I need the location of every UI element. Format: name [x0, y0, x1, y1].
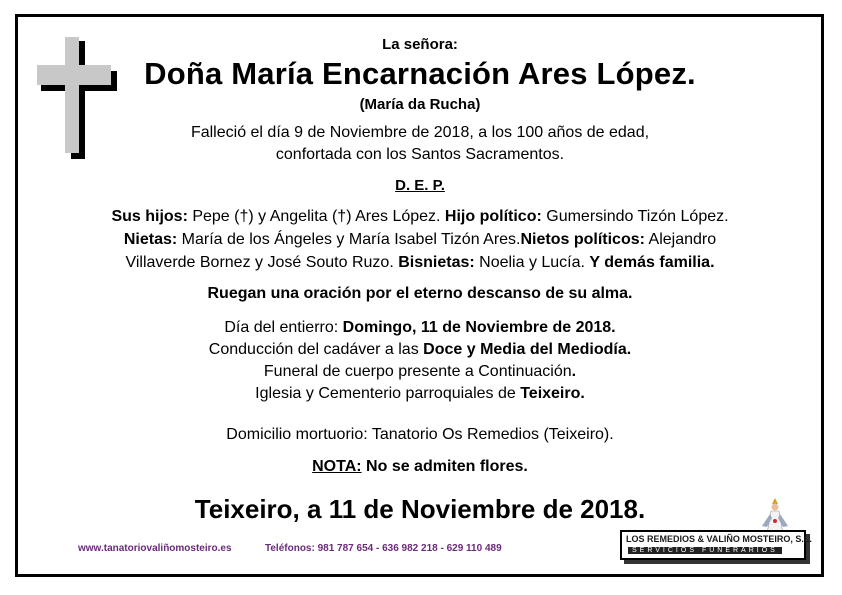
bisnietas-text: Noelia y Lucía. — [474, 254, 590, 271]
domicilio-mortuorio: Domicilio mortuorio: Tanatorio Os Remedios (Teixeiro). — [226, 426, 614, 443]
dep-heading: D. E. P. — [395, 177, 445, 194]
iglesia-line — [40, 383, 800, 405]
salutation: La señora: — [382, 36, 458, 53]
prayer-request: Ruegan una oración por el eterno descanso de su alma. — [207, 285, 633, 302]
phone-numbers: Teléfonos: 981 787 654 - 636 982 218 - 629 110 489 — [265, 543, 502, 554]
company-logo — [620, 496, 810, 566]
nota-label: NOTA: — [312, 458, 362, 475]
death-notice — [40, 122, 800, 166]
hijo-politico-label: Hijo político: — [444, 208, 542, 225]
family-line-3 — [40, 251, 800, 274]
funeral-line — [40, 361, 800, 383]
funeral-value: . — [571, 363, 577, 380]
iglesia-prefix: Iglesia y Cementerio parroquiales de — [255, 385, 521, 402]
funeral-details — [40, 317, 800, 405]
logo-sub-text: SERVICIOS FUNERARIOS — [628, 547, 782, 554]
conduccion-line — [40, 339, 800, 361]
family-line-2 — [40, 228, 800, 251]
demas-familia: Y demás familia. — [589, 254, 715, 271]
hijo-politico-text: Gumersindo Tizón López. — [541, 208, 729, 225]
conduccion-prefix: Conducción del cadáver a las — [208, 341, 424, 358]
logo-main-text: LOS REMEDIOS & VALIÑO MOSTEIRO, S.L. — [626, 534, 812, 544]
entierro-line — [40, 317, 800, 339]
nietos-politicos-text-2: Villaverde Bornez y José Souto Ruzo. — [125, 254, 399, 271]
entierro-prefix: Día del entierro: — [224, 319, 343, 336]
logo-box — [620, 530, 812, 560]
place-date: Teixeiro, a 11 de Noviembre de 2018. — [194, 494, 646, 524]
death-line-1: Falleció el día 9 de Noviembre de 2018, a los 100 años de edad, — [190, 124, 650, 141]
funeral-prefix: Funeral de cuerpo presente a Continuación — [263, 363, 572, 380]
nietas-label: Nietas: — [123, 231, 178, 248]
hijos-text: Pepe (†) y Angelita (†) Ares López. — [187, 208, 445, 225]
iglesia-value: Teixeiro. — [520, 385, 585, 402]
nietos-politicos-text: Alejandro — [644, 231, 717, 248]
nietas-text: María de los Ángeles y María Isabel Tizón Ares. — [177, 231, 521, 248]
family-line-1 — [40, 205, 800, 228]
death-line-2: confortada con los Santos Sacramentos. — [275, 146, 565, 163]
deceased-name: Doña María Encarnación Ares López. — [144, 56, 696, 91]
deceased-alias: (María da Rucha) — [359, 96, 481, 113]
conduccion-value: Doce y Media del Mediodía. — [423, 341, 632, 358]
nietos-politicos-label: Nietos políticos: — [520, 231, 645, 248]
nota — [40, 458, 800, 476]
hijos-label: Sus hijos: — [111, 208, 188, 225]
bisnietas-label: Bisnietas: — [398, 254, 475, 271]
family-section — [40, 205, 800, 274]
entierro-value: Domingo, 11 de Noviembre de 2018. — [342, 319, 616, 336]
nota-text: No se admiten flores. — [361, 458, 528, 475]
website-link[interactable]: www.tanatoriovaliñomosteiro.es — [78, 543, 232, 554]
